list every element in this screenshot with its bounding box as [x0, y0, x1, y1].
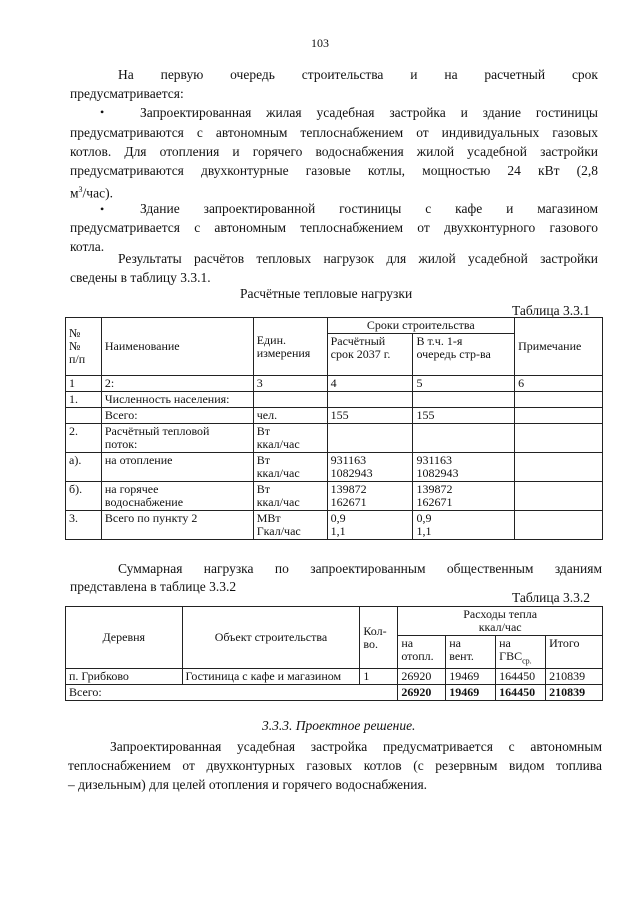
public-buildings-table: [65, 606, 603, 701]
th-ventilation: на вент.: [446, 636, 496, 669]
bullet-1-line-3: котлов. Для отопления и горячего водоснабжения жилой усадебной застройки: [70, 144, 598, 159]
cell-calc: 0,9 1,1: [327, 511, 413, 540]
intro-word: на: [444, 67, 458, 82]
bullet-1-line-4: предусматриваются двухконтурные газовые котлы, мощностью 24 кВт (2,8: [70, 163, 598, 178]
cell-first: 0,9 1,1: [413, 511, 515, 540]
th-heat-flows: Расходы тепла ккал/час: [398, 607, 603, 636]
col-num-5: 5: [413, 376, 515, 392]
intro-word: и: [410, 67, 418, 82]
cell-unit: Вт ккал/час: [253, 453, 327, 482]
bullet-1-line-2: предусматриваются с автономным теплоснабжением от индивидуальных газовых: [70, 125, 598, 140]
table-total-row: [66, 685, 603, 701]
section-line-3: – дизельным) для целей отопления и горячего водоснабжения.: [68, 777, 428, 792]
cell-num: 2.: [66, 424, 102, 453]
col-num-1: 1: [66, 376, 102, 392]
cell-note: [515, 424, 603, 453]
cell-unit: МВт Гкал/час: [253, 511, 327, 540]
bullet-1-marker: •: [100, 105, 105, 119]
cell-calc: 155: [327, 408, 413, 424]
bullet-2-line-3: котла.: [70, 239, 105, 254]
results-line-1: Результаты расчётов тепловых нагрузок для жилой усадебной застройки: [118, 251, 598, 266]
bullet-2-line-1: Здание запроектированной гостиницы с кафе и магазином: [140, 201, 598, 216]
bullet-2-line-2: предусматривается с автономным теплоснабжением от двухконтурного газового: [70, 220, 598, 235]
heat-load-table: [65, 317, 603, 540]
cell-name: Всего по пункту 2: [101, 511, 253, 540]
cell-total-heating: 26920: [398, 685, 446, 701]
table-row: [66, 424, 603, 453]
cell-unit: Вт ккал/час: [253, 424, 327, 453]
cell-total-ventilation: 19469: [446, 685, 496, 701]
intro-word: строительства: [301, 67, 384, 82]
intro-word: срок: [571, 67, 598, 82]
cell-total: 210839: [546, 669, 603, 685]
summary-line-2: представлена в таблице 3.3.2: [70, 579, 237, 594]
th-calc-term: Расчётный срок 2037 г.: [327, 334, 413, 376]
section-heading: 3.3.3. Проектное решение.: [262, 718, 416, 733]
intro-word: очередь: [230, 67, 275, 82]
bullet-1-line-1: Запроектированная жилая усадебная застройка и здание гостиницы: [140, 105, 598, 120]
cell-village: п. Грибково: [66, 669, 183, 685]
cell-total-sum: 210839: [546, 685, 603, 701]
results-line-2: сведены в таблицу 3.3.1.: [70, 270, 211, 285]
th-name: Наименование: [101, 318, 253, 376]
th-heating: на отопл.: [398, 636, 446, 669]
cell-num: 3.: [66, 511, 102, 540]
cell-note: [515, 408, 603, 424]
cell-ventilation: 19469: [446, 669, 496, 685]
table-row: [66, 408, 603, 424]
cell-calc: [327, 424, 413, 453]
th-unit: Един. измерения: [253, 318, 327, 376]
cell-num: [66, 408, 102, 424]
cell-calc: 139872 162671: [327, 482, 413, 511]
cell-note: [515, 392, 603, 408]
bullet-2-marker: •: [100, 202, 105, 216]
th-object: Объект строительства: [182, 607, 360, 669]
table1-label: Таблица 3.3.1: [512, 303, 590, 318]
cell-first: 139872 162671: [413, 482, 515, 511]
th-qty: Кол- во.: [360, 607, 398, 669]
cell-note: [515, 453, 603, 482]
col-num-2: 2:: [101, 376, 253, 392]
page-number: 103: [311, 36, 329, 50]
cell-num: б).: [66, 482, 102, 511]
cell-hot-water: 164450: [496, 669, 546, 685]
intro-line-1: [118, 66, 598, 84]
cell-calc: 931163 1082943: [327, 453, 413, 482]
th-number: № № п/п: [66, 318, 102, 376]
cell-heating: 26920: [398, 669, 446, 685]
th-note: Примечание: [515, 318, 603, 376]
section-line-1: Запроектированная усадебная застройка предусматривается с автономным: [110, 739, 602, 754]
cell-first: [413, 392, 515, 408]
cell-note: [515, 482, 603, 511]
intro-word: расчетный: [484, 67, 546, 82]
cell-unit: Вт ккал/час: [253, 482, 327, 511]
cell-name: Расчётный тепловой поток:: [101, 424, 253, 453]
cell-object: Гостиница с кафе и магазином: [182, 669, 360, 685]
table2-label: Таблица 3.3.2: [512, 590, 590, 605]
unit-per-hour: /час).: [82, 185, 113, 201]
section-line-2: теплоснабжением от двухконтурных газовых котлов (с резервным видом топлива: [68, 758, 602, 773]
th-hot-water-sub: ср.: [522, 656, 532, 666]
cell-num: 1.: [66, 392, 102, 408]
table1-title: Расчётные тепловые нагрузки: [240, 286, 413, 301]
cell-first: 931163 1082943: [413, 453, 515, 482]
cell-total-label: Всего:: [66, 685, 398, 701]
cell-qty: 1: [360, 669, 398, 685]
cell-name: Всего:: [101, 408, 253, 424]
th-terms: Сроки строительства: [327, 318, 514, 334]
th-hot-water-label: на ГВС: [499, 636, 523, 663]
intro-word: На: [118, 67, 134, 82]
table-row: [66, 392, 603, 408]
cell-first: [413, 424, 515, 453]
cell-first: 155: [413, 408, 515, 424]
table-row: [66, 669, 603, 685]
th-hot-water: [496, 636, 546, 669]
intro-line-2: предусматривается:: [70, 86, 184, 101]
summary-line-1: Суммарная нагрузка по запроектированным общественным зданиям: [118, 561, 602, 576]
unit-sup: 3: [78, 185, 83, 194]
th-total: Итого: [546, 636, 603, 669]
table-row: [66, 511, 603, 540]
col-num-4: 4: [327, 376, 413, 392]
table-row: [66, 482, 603, 511]
cell-name: на горячее водоснабжение: [101, 482, 253, 511]
table-row: [66, 453, 603, 482]
cell-unit: [253, 392, 327, 408]
intro-word: первую: [160, 67, 204, 82]
cell-num: а).: [66, 453, 102, 482]
cell-name: Численность населения:: [101, 392, 253, 408]
cell-unit: чел.: [253, 408, 327, 424]
unit-m: м: [70, 185, 79, 201]
cell-total-hot-water: 164450: [496, 685, 546, 701]
bullet-1-line-5: [70, 181, 113, 203]
cell-name: на отопление: [101, 453, 253, 482]
th-first-stage: В т.ч. 1-я очередь стр-ва: [413, 334, 515, 376]
th-village: Деревня: [66, 607, 183, 669]
col-num-3: 3: [253, 376, 327, 392]
cell-note: [515, 511, 603, 540]
col-num-6: 6: [515, 376, 603, 392]
cell-calc: [327, 392, 413, 408]
